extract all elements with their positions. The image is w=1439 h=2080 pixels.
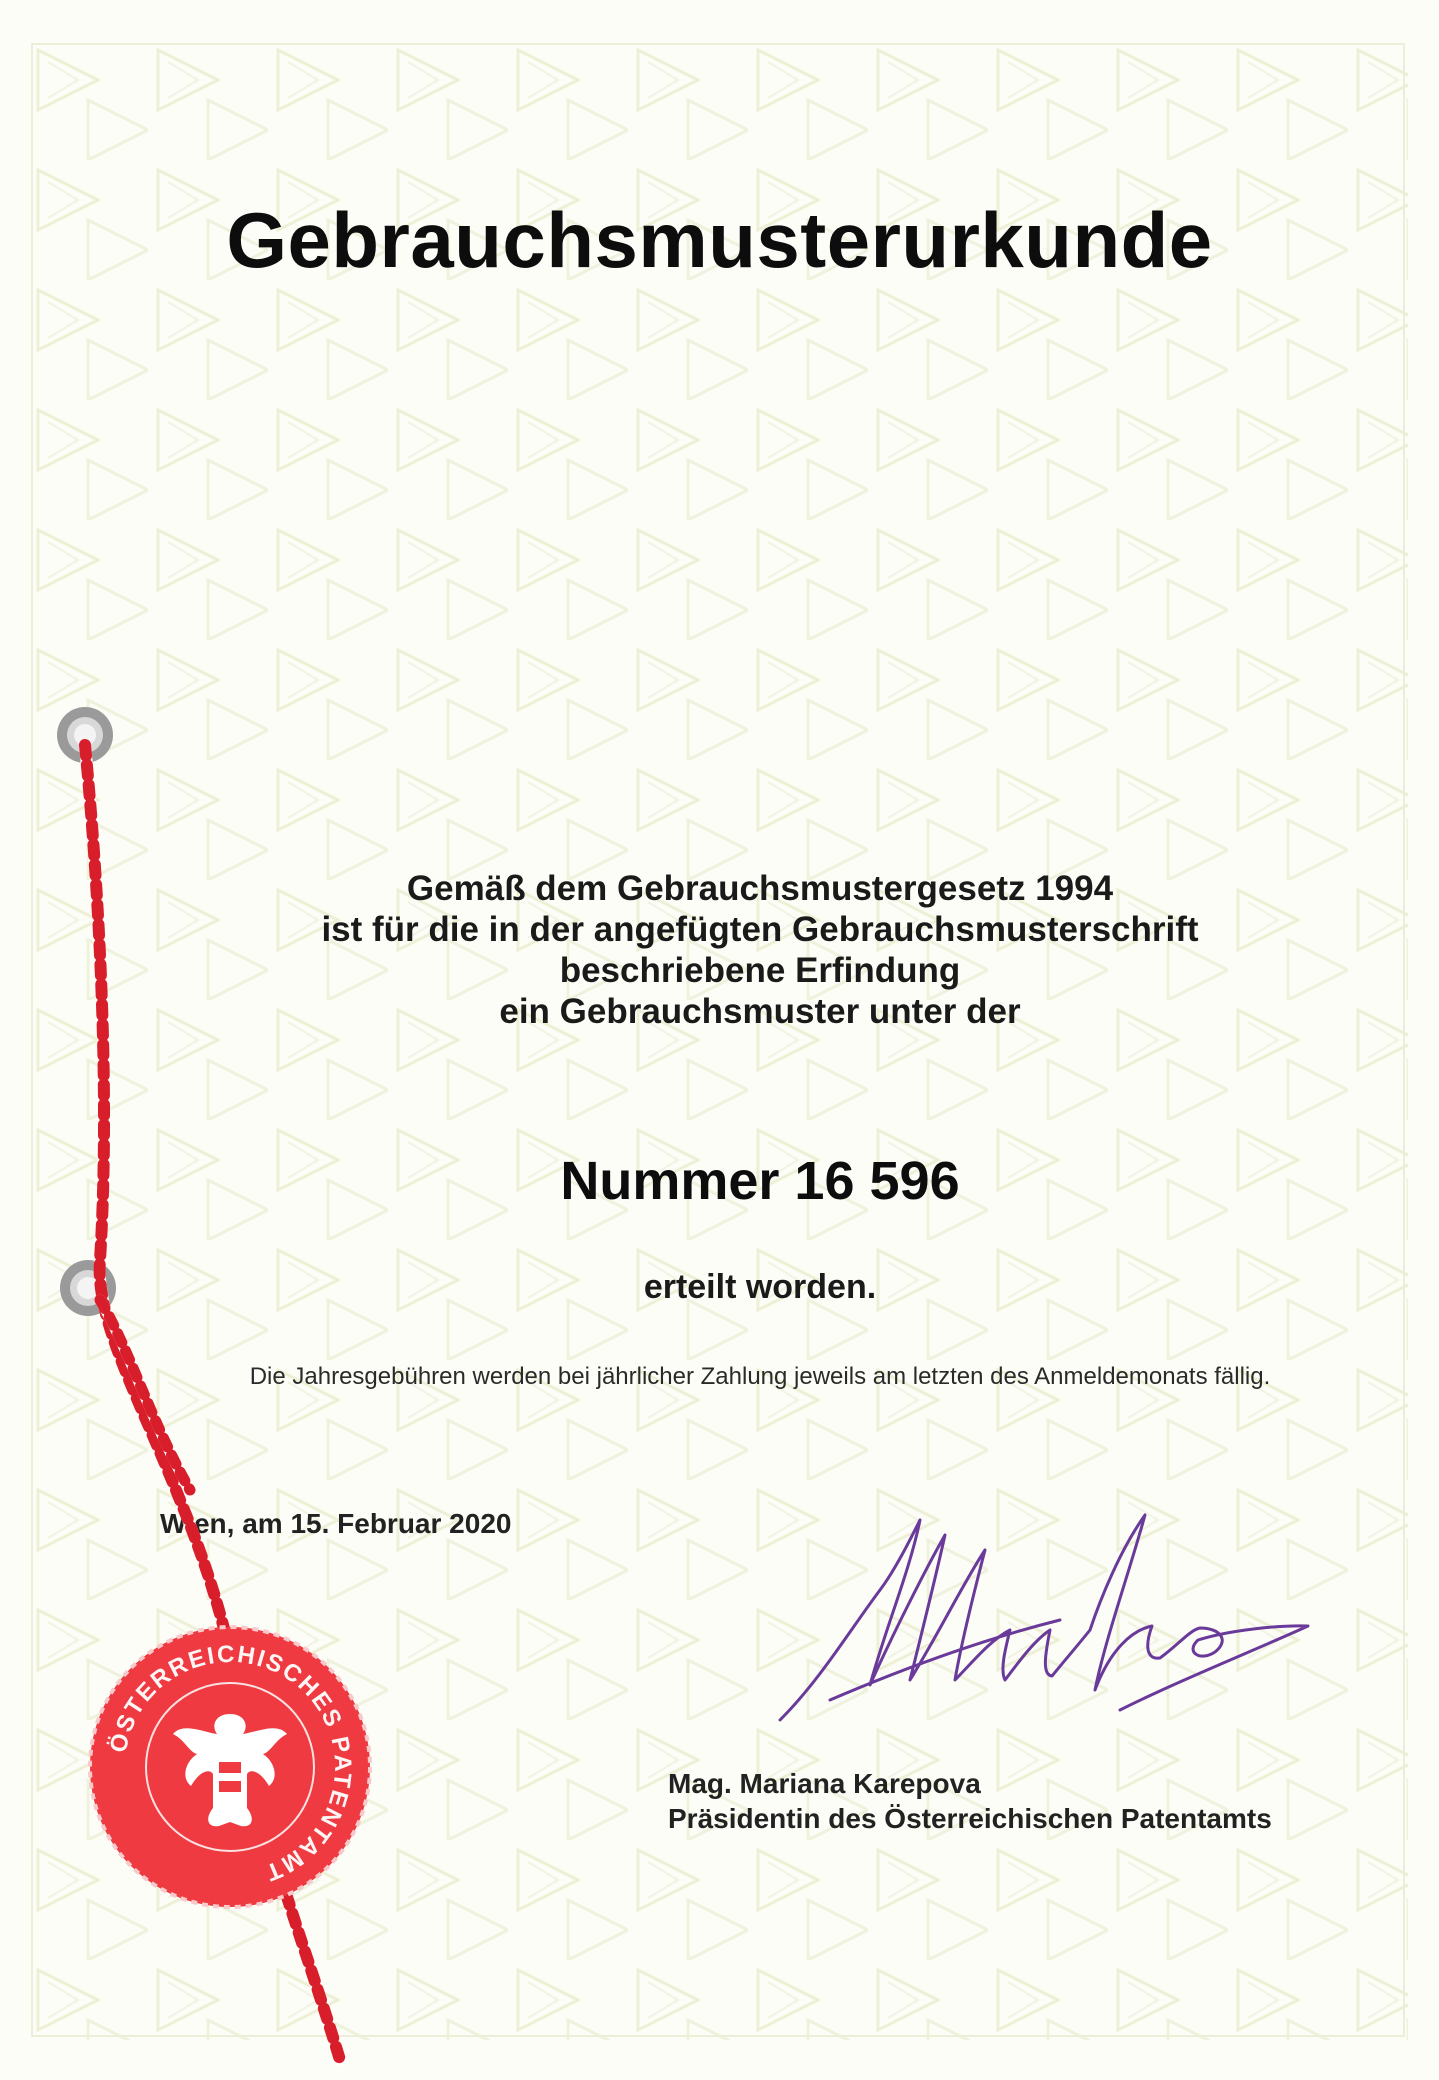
signatory-name: Mag. Mariana Karepova	[668, 1768, 981, 1799]
place-and-date: Wien, am 15. Februar 2020	[160, 1508, 512, 1539]
grant-statement-line: Gemäß dem Gebrauchsmustergesetz 1994	[406, 869, 1114, 908]
granted-text: erteilt worden.	[643, 1268, 877, 1306]
annual-fee-note: Die Jahresgebühren werden bei jährlicher Zahlung jeweils am letzten des Anmeldemonats fällig.	[249, 1363, 1271, 1390]
signatory-block	[668, 1766, 1272, 1836]
patent-office-seal	[85, 1622, 375, 1912]
signatory-title: Präsidentin des Österreichischen Patentamts	[668, 1803, 1272, 1834]
grant-statement-line: beschriebene Erfindung	[559, 951, 961, 990]
registration-number: Nummer 16 596	[560, 1151, 960, 1211]
seal-text: ÖSTERREICHISCHES PATENTAMT	[104, 1640, 357, 1887]
grant-statement-line: ein Gebrauchsmuster unter der	[499, 992, 1021, 1031]
handwritten-signature	[760, 1480, 1320, 1740]
grant-statement-line: ist für die in der angefügten Gebrauchsmusterschrift	[321, 910, 1199, 949]
certificate-title: Gebrauchsmusterurkunde	[226, 196, 1213, 284]
